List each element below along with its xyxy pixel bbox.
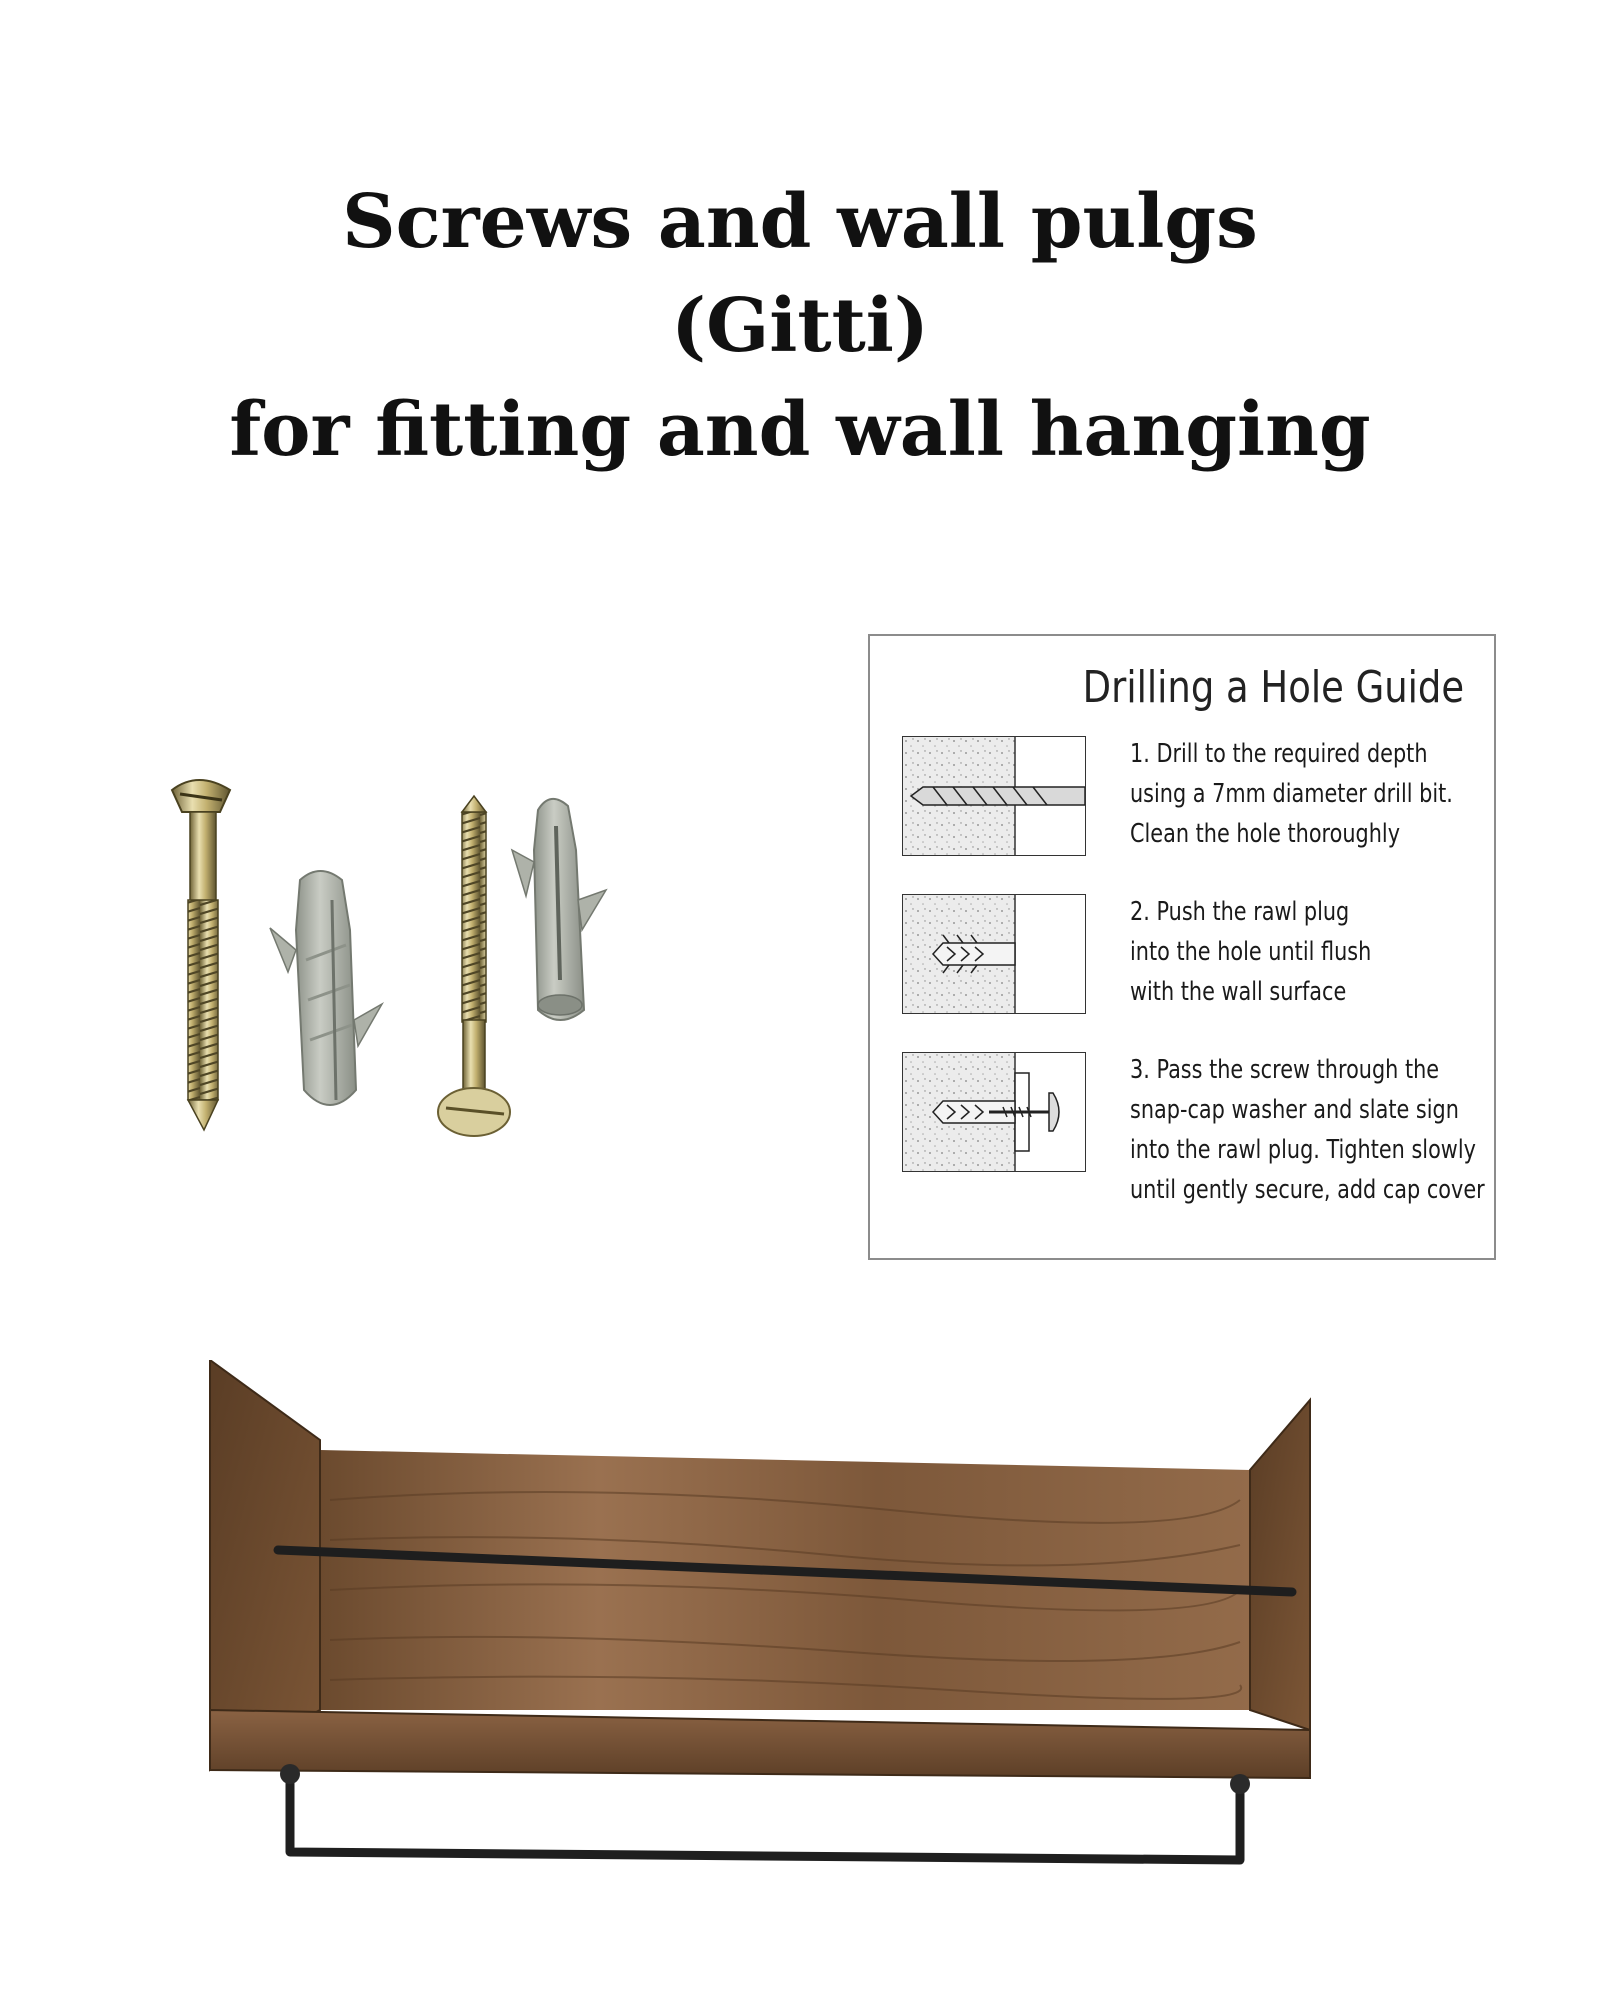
screws-and-plugs-photo	[120, 600, 780, 1240]
step-1-text: 1. Drill to the required depth using a 7mm diameter drill bit. Clean the hole thoroughly	[1130, 739, 1453, 849]
step-2-text: 2. Push the rawl plug into the hole until flush with the wall surface	[1130, 897, 1372, 1007]
headline	[0, 170, 1600, 482]
drilling-guide-panel	[868, 634, 1496, 1260]
guide-step-1	[902, 736, 1482, 876]
headline-line-1: Screws and wall pulgs	[342, 179, 1258, 265]
step-3-text: 3. Pass the screw through the snap-cap washer and slate sign into the rawl plug. Tighten slowly until gently secure, add cap cover	[1130, 1055, 1485, 1205]
screw-in-plug-icon	[902, 1052, 1086, 1172]
guide-step-3	[902, 1052, 1485, 1205]
headline-line-2: (Gitti)	[671, 283, 929, 369]
guide-title: Drilling a Hole Guide	[1082, 662, 1464, 713]
headline-line-3: for fitting and wall hanging	[229, 387, 1371, 473]
guide-step-2	[902, 894, 1482, 1034]
wall-plug-icon-2	[512, 799, 606, 1020]
wall-plug-icon	[270, 871, 382, 1105]
wooden-shelf-photo	[190, 1360, 1370, 1880]
rawl-plug-icon	[902, 894, 1086, 1014]
long-screw-icon	[172, 780, 230, 1130]
slotted-screw-icon	[438, 796, 510, 1136]
drill-bit-icon	[902, 736, 1086, 856]
